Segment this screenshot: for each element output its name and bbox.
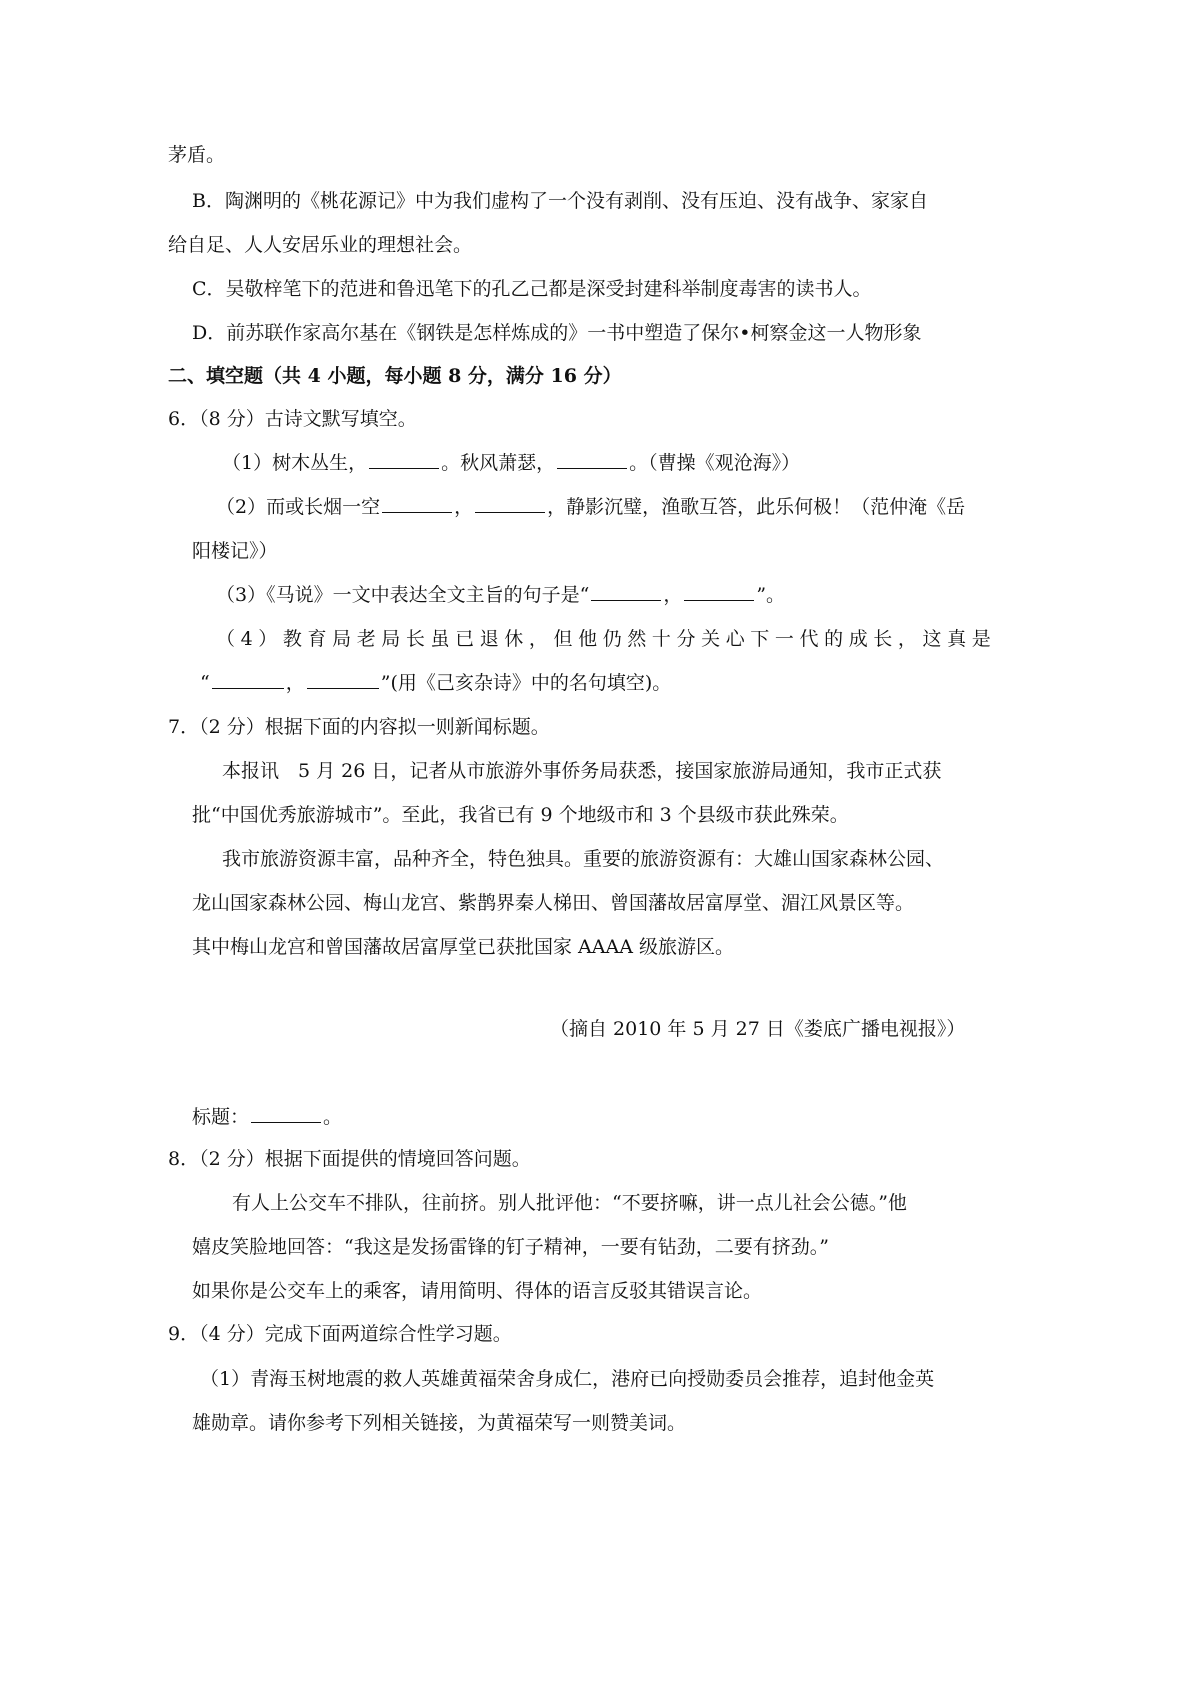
- q5-option-a-tail: 茅盾。: [168, 144, 226, 166]
- q7-title-line: [192, 1103, 342, 1131]
- q6-part2-text-b: ，: [454, 496, 474, 518]
- q6-part4-text-c: ，: [285, 672, 305, 694]
- q6-part2-text-c: ，静影沉璧，渔歌互答，此乐何极！（范仲淹《岳: [547, 496, 966, 518]
- answer-blank[interactable]: [369, 450, 439, 469]
- q8-scenario-line2: 嬉皮笑脸地回答：“我这是发扬雷锋的钉子精神，一要有钻劲，二要有挤劲。”: [192, 1236, 829, 1258]
- q6-part3-text-b: ，: [663, 584, 683, 606]
- q6-part1: [222, 449, 800, 477]
- q6-part1-text-c: 。（曹操《观沧海》）: [629, 452, 801, 474]
- answer-blank[interactable]: [382, 494, 452, 513]
- q6-part3-text-a: （3）《马说》一文中表达全文主旨的句子是“: [216, 584, 590, 606]
- q6-part4-text-d: ”(用《己亥杂诗》中的名句填空)。: [380, 672, 672, 694]
- section-2-heading: 二、填空题（共 4 小题，每小题 8 分，满分 16 分）: [168, 365, 622, 387]
- answer-blank[interactable]: [307, 670, 379, 689]
- q6-part2: [216, 493, 965, 521]
- q7-news-line2: 批“中国优秀旅游城市”。至此，我省已有 9 个地级市和 3 个县级市获此殊荣。: [192, 804, 849, 826]
- answer-blank[interactable]: [251, 1104, 321, 1123]
- answer-blank[interactable]: [212, 670, 284, 689]
- answer-blank[interactable]: [591, 582, 661, 601]
- q6-part1-text-a: （1）树木丛生，: [222, 452, 368, 474]
- q6-part4-line1: （4）教育局老局长虽已退休，但他仍然十分关心下一代的成长，这真是: [216, 628, 997, 650]
- q5-option-c: C．吴敬梓笔下的范进和鲁迅笔下的孔乙己都是深受封建科举制度毒害的读书人。: [192, 278, 872, 300]
- q5-option-d: D．前苏联作家高尔基在《钢铁是怎样炼成的》一书中塑造了保尔•柯察金这一人物形象: [192, 322, 922, 344]
- q5-option-b-line2: 给自足、人人安居乐业的理想社会。: [168, 234, 473, 256]
- q6-part3: [216, 581, 785, 609]
- q9-part1-line1: （1）青海玉树地震的救人英雄黄福荣舍身成仁，港府已向授勋委员会推荐，追封他金英: [200, 1368, 935, 1390]
- q7-news-line3: 我市旅游资源丰富，品种齐全，特色独具。重要的旅游资源有：大雄山国家森林公园、: [222, 848, 945, 870]
- q7-source: （摘自 2010 年 5 月 27 日《娄底广播电视报》）: [550, 1018, 966, 1040]
- q7-news-line5: 其中梅山龙宫和曾国藩故居富厚堂已获批国家 AAAA 级旅游区。: [192, 936, 734, 958]
- q6-part2-line2: 阳楼记》）: [192, 540, 278, 562]
- q6-part1-text-b: 。秋风萧瑟，: [441, 452, 556, 474]
- q8-scenario-line1: 有人上公交车不排队，往前挤。别人批评他：“不要挤嘛，讲一点儿社会公德。”他: [232, 1192, 907, 1214]
- q8-stem: 8．（2 分）根据下面提供的情境回答问题。: [168, 1148, 531, 1170]
- q6-part4-line2: [200, 669, 671, 697]
- q6-part3-text-c: ”。: [756, 584, 786, 606]
- q9-part1-line2: 雄勋章。请你参考下列相关链接，为黄福荣写一则赞美词。: [192, 1412, 687, 1434]
- answer-blank[interactable]: [557, 450, 627, 469]
- q7-title-label: 标题：: [192, 1106, 250, 1128]
- q7-stem: 7．（2 分）根据下面的内容拟一则新闻标题。: [168, 716, 550, 738]
- q6-part4-text-b: “: [200, 672, 210, 694]
- q6-stem: 6．（8 分）古诗文默写填空。: [168, 408, 417, 430]
- q7-title-end: 。: [323, 1106, 343, 1128]
- q6-part2-text-a: （2）而或长烟一空: [216, 496, 381, 518]
- answer-blank[interactable]: [475, 494, 545, 513]
- q7-news-line1: 本报讯 5 月 26 日，记者从市旅游外事侨务局获悉，接国家旅游局通知，我市正式获: [222, 760, 942, 782]
- q8-instruction: 如果你是公交车上的乘客，请用简明、得体的语言反驳其错误言论。: [192, 1280, 763, 1302]
- q9-stem: 9．（4 分）完成下面两道综合性学习题。: [168, 1323, 512, 1345]
- q5-option-b-line1: B．陶渊明的《桃花源记》中为我们虚构了一个没有剥削、没有压迫、没有战争、家家自: [192, 190, 928, 212]
- answer-blank[interactable]: [684, 582, 754, 601]
- q7-news-line4: 龙山国家森林公园、梅山龙宫、紫鹊界秦人梯田、曾国藩故居富厚堂、湄江风景区等。: [192, 892, 915, 914]
